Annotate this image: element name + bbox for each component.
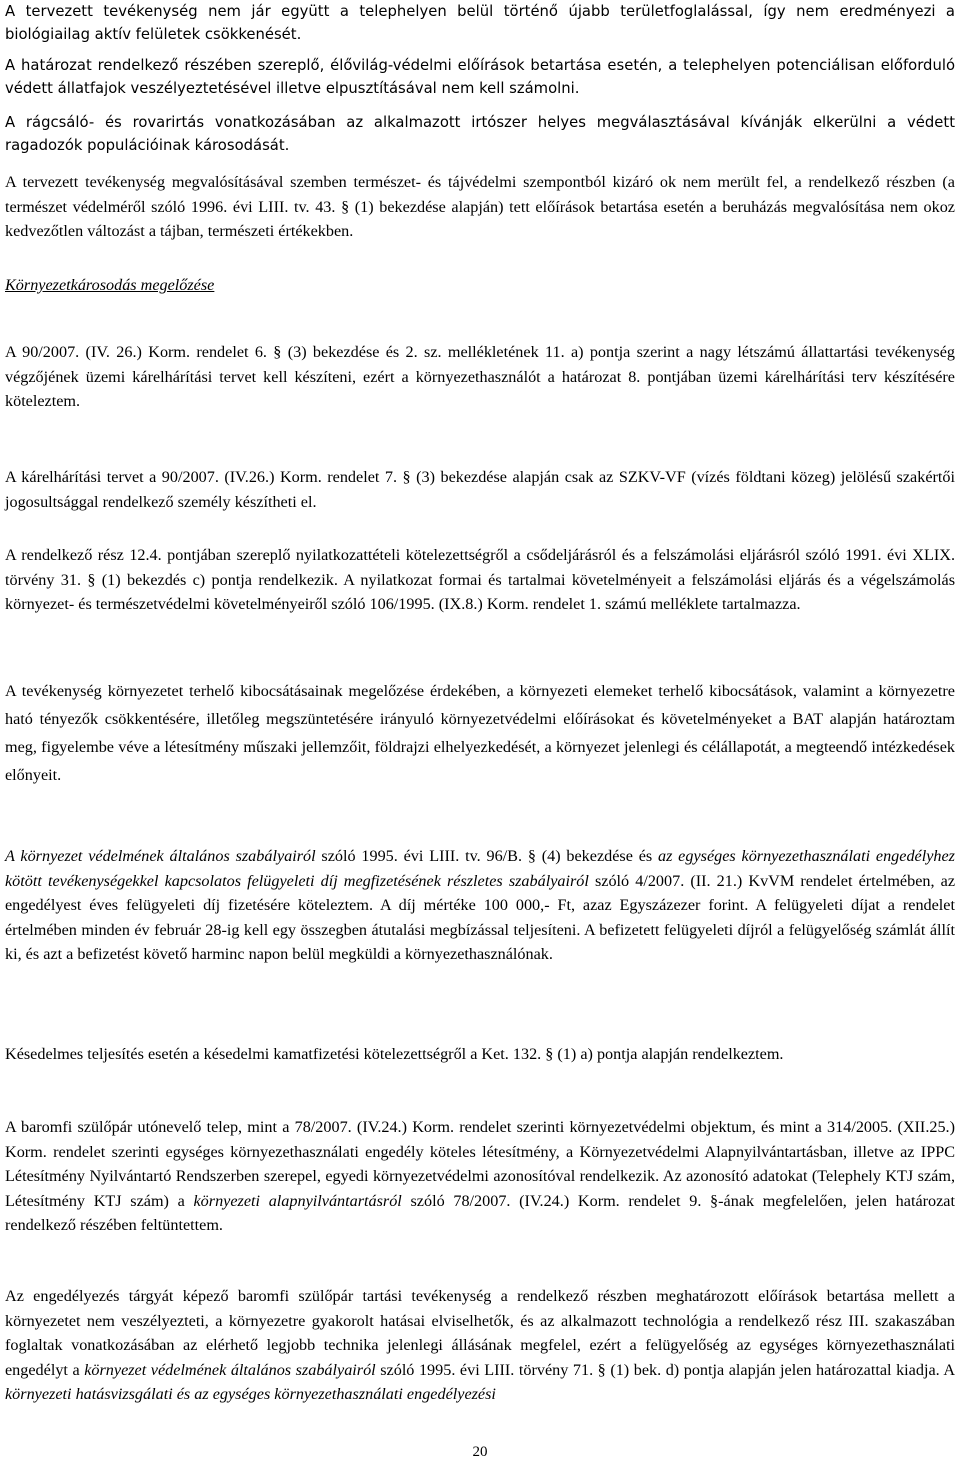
paragraph-liquidation-statement: A rendelkező rész 12.4. pontjában szereplő nyilatkozattételi kötelezettségről a csődeljárásról és a felszámolási eljárásról szóló 1991. évi XLIX. törvény 31. § (1) bekezdés c) pontja rendelkezik. A nyilatkozat formai és tartalmai követelményeit a felszámolási eljárás és a végelszámolás környezet- és természetvédelmi követelményeiről szóló 106/1995. (IX.8.) Korm. rendelet 1. számú melléklete tartalmazza. [5,546,955,613]
section-heading-damage-prevention: Környezetkárosodás megelőzése [5,276,215,294]
paragraph-permit-issuance [5,1284,955,1407]
text-run: szóló 78/2007. (IV.24.) Korm. rendelet 9. §-ának megfelelően, jelen határozat rendelkező részében feltüntettem. [5,1191,955,1234]
paragraph-registry [5,1115,955,1238]
page-number: 20 [472,1444,488,1460]
text-run: A baromfi szülőpár utónevelő telep, mint a 78/2007. (IV.24.) Korm. rendelet szerinti környezetvédelmi objektum, és mint a 314/2005. (XII.25.) Korm. rendelet szerinti egységes környezethasználati engedély köteles létesítmény, a Környezetvédelmi Alapnyilvántartásban, illetve az IPPC Létesítmény Nyilvántartó Rendszerben szerepel, egyedi környezetvédelmi azonosítóval rendelkezik. Az azonosító adatokat (Telephely KTJ szám, Létesítmény KTJ szám) a [5,1118,955,1210]
regulation-title-italic: környezeti hatásvizsgálati és az egységes környezethasználati engedélyezési [5,1385,496,1403]
paragraph-bat-requirements: A tevékenység környezetet terhelő kibocsátásainak megelőzése érdekében, a környezeti elemeket terhelő kibocsátások, valamint a környezetre ható tényezők csökkentésére, illetőleg megszüntetésére irányuló környezetvédelmi előírásokat és követelményeket a BAT alapján határoztam meg, figyelembe véve a létesítmény műszaki jellemzőit, földrajzi elhelyezkedését, a környezet jelenlegi és célállapotát, a megteendő intézkedések előnyeit. [5,682,955,784]
text-run: szóló 1995. évi LIII. tv. 96/B. § (4) bekezdése és [315,847,658,865]
paragraph-nature-landscape: A tervezett tevékenység megvalósításával szemben természet- és tájvédelmi szempontból kizáró ok nem merült fel, a rendelkező részben (a természet védelméről szóló 1996. évi LIII. tv. 43. § (1) bekezdése alapján) tett előírások betartása esetén a beruházás megvalósítása nem okoz kedvezőtlen változást a tájban, természeti értékekben. [5,173,955,240]
regulation-title-italic: környezeti alapnyilvántartásról [193,1191,402,1210]
text-run: szóló 1995. évi LIII. törvény 71. § (1) bek. d) pontja alapján jelen határozattal kiadja. A [375,1360,956,1379]
law-title-italic: környezet védelmének általános szabályairól [84,1360,376,1379]
paragraph-land-use: A tervezett tevékenység nem jár együtt a telephelyen belül történő újabb területfoglalással, így nem eredményezi a biológiailag aktív felületek csökkenését. [5,3,955,44]
paragraph-supervision-fee [5,844,955,967]
text-run: Az engedélyezés tárgyát képező baromfi szülőpár tartási tevékenység a rendelkező részben meghatározott előírások betartása mellett a környezetet nem veszélyezteti, a környezetre gyakorolt hatásai elviselhetők, és az alkalmazott technológia a rendelkező rész III. szakaszában foglaltak vonatkozásában az elérhető legjobb technika jelenlegi állásának megfelel, ezért a felügyelőség az egységes környezethasználati engedélyt a [5,1287,955,1379]
paragraph-wildlife-protection: A határozat rendelkező részében szereplő, élővilág-védelmi előírások betartása esetén, a telephelyen potenciálisan előforduló védett állatfajok veszélyeztetésével illetve elpusztításával nem kell számolni. [5,57,955,98]
regulation-title-italic: az egységes környezethasználati engedélyhez kötött tevékenységekkel kapcsolatos felügyeleti díj megfizetésének részletes szabályairól [5,847,955,890]
paragraph-pest-control: A rágcsáló- és rovarirtás vonatkozásában az alkalmazott irtószer helyes megválasztásával kívánják elkerülni a védett ragadozók populációinak károsodását. [5,114,955,155]
paragraph-plan-author: A kárelhárítási tervet a 90/2007. (IV.26.) Korm. rendelet 7. § (3) bekezdése alapján csak az SZKV-VF (vízés földtani közeg) jelölésű szakértői jogosultsággal rendelkező személy készítheti el. [5,468,955,511]
text-run: szóló 4/2007. (II. 21.) KvVM rendelet értelmében, az engedélyest éves felügyeleti díj fizetésére köteleztem. A díj mértéke 100 000,- Ft, azaz Egyszázezer forint. A felügyeleti díjat a rendelet értelmében minden év február 28-ig kell egy összegben átutalási megbízással teljesíteni. A befizetett felügyeleti díjról a felügyelőség számlát állít ki, és azt a befizetést követő harminc napon belül megküldi a környezethasználónak. [5,871,955,963]
paragraph-emergency-plan: A 90/2007. (IV. 26.) Korm. rendelet 6. § (3) bekezdése és 2. sz. mellékletének 11. a) pontja szerint a nagy létszámú állattartási tevékenység végzőjének üzemi kárelhárítási tervet kell készíteni, ezért a környezethasználót a határozat 8. pontjában üzemi kárelhárítási terv készítésére köteleztem. [5,343,955,410]
paragraph-late-payment: Késedelmes teljesítés esetén a késedelmi kamatfizetési kötelezettségről a Ket. 132. § (1) a) pontja alapján rendelkeztem. [5,1045,784,1063]
law-title-italic: A környezet védelmének általános szabályairól [5,847,316,865]
